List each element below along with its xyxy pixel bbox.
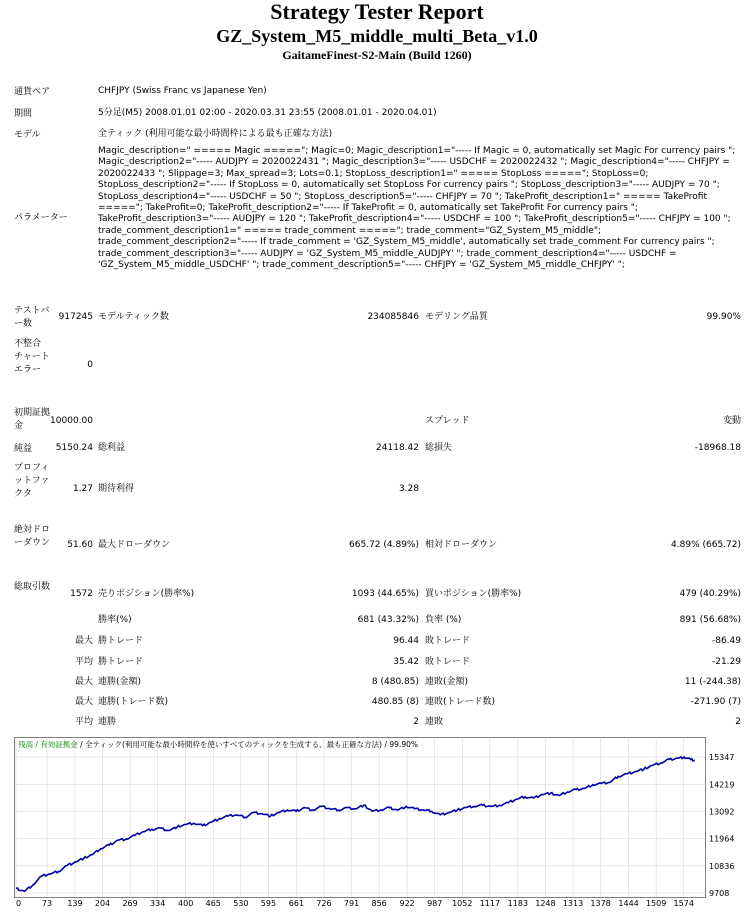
- y-tick-label: 11964: [709, 834, 735, 844]
- avg-win-value: 35.42: [393, 657, 419, 667]
- average-prefix: 平均: [74, 657, 93, 667]
- period-label: 期間: [14, 109, 33, 119]
- x-tick-label: 922: [399, 899, 415, 907]
- x-tick-label: 987: [427, 899, 443, 907]
- server-name: GaitameFinest-S2-Main (Build 1260): [282, 48, 472, 62]
- abs-dd-label: 絶対ドローダウン: [14, 525, 51, 548]
- pf-value: 1.27: [72, 484, 93, 494]
- symbol-label: 通貨ペア: [14, 87, 51, 97]
- y-tick-label: 14219: [709, 780, 735, 790]
- avg-loss-value: -21.29: [711, 657, 741, 667]
- gross-loss-label: 総損失: [425, 443, 453, 453]
- x-tick-label: 1444: [618, 899, 639, 907]
- rel-dd-label: 相対ドローダウン: [425, 540, 498, 550]
- chart-x-ticks: [16, 899, 694, 907]
- x-tick-label: 661: [288, 899, 305, 907]
- model-label: モデル: [14, 130, 41, 140]
- max-cons-losses-label: 連敗(金額): [425, 677, 469, 687]
- bars-label: テストバー数: [14, 306, 50, 329]
- x-tick-label: 791: [343, 899, 360, 907]
- win-label: 勝率(%): [98, 615, 132, 625]
- x-tick-label: 530: [233, 899, 249, 907]
- x-tick-label: 0: [16, 899, 22, 907]
- model-value: 全ティック (利用可能な最小時間枠による最も正確な方法): [98, 129, 333, 139]
- chart-plot-area: [15, 738, 706, 898]
- deposit-value: 10000.00: [50, 416, 93, 426]
- y-tick-label: 13092: [709, 807, 735, 817]
- long-value: 479 (40.29%): [679, 589, 741, 599]
- y-tick-label: 15347: [709, 753, 735, 763]
- period-value: 5分足(M5) 2008.01.01 02:00 - 2020.03.31 23:55 (2008.01.01 - 2020.04.01): [98, 108, 437, 118]
- gross-profit-label: 総利益: [98, 443, 126, 453]
- x-tick-label: 1248: [535, 899, 556, 907]
- x-tick-label: 856: [371, 899, 387, 907]
- short-label: 売りポジション(勝率%): [98, 589, 195, 599]
- mismatch-value: 0: [87, 360, 93, 370]
- symbol-value: CHFJPY (Swiss Franc vs Japanese Yen): [98, 86, 267, 96]
- avg-cons-losses-value: 2: [735, 717, 741, 727]
- x-tick-label: 334: [150, 899, 166, 907]
- x-tick-label: 73: [41, 899, 53, 907]
- report-title: Strategy Tester Report: [270, 0, 484, 24]
- max-cons-profit-label: 連勝(トレード数): [98, 697, 169, 707]
- bars-value: 917245: [58, 312, 93, 322]
- spread-label: スプレッド: [425, 416, 470, 426]
- net-value: 5150.24: [55, 443, 93, 453]
- balance-chart: [14, 737, 742, 907]
- max-cons-loss-label: 連敗(トレード数): [425, 697, 496, 707]
- x-tick-label: 1509: [645, 899, 667, 907]
- x-tick-label: 1378: [590, 899, 611, 907]
- x-tick-label: 726: [316, 899, 332, 907]
- largest-win-label: 勝トレード: [98, 636, 144, 646]
- max-cons-profit-value: 480.85 (8): [371, 697, 419, 707]
- gross-loss-value: -18968.18: [694, 443, 741, 453]
- y-tick-label: 9708: [709, 889, 730, 898]
- x-tick-label: 1183: [507, 899, 529, 907]
- max-cons-losses-value: 11 (-244.38): [684, 677, 741, 687]
- largest-prefix: 最大: [74, 636, 93, 646]
- pf-label: プロフィットファクタ: [14, 463, 50, 499]
- x-tick-label: 139: [67, 899, 83, 907]
- avg-cons-wins-value: 2: [413, 717, 419, 727]
- largest-win-value: 96.44: [393, 636, 419, 646]
- largest-loss-value: -86.49: [711, 636, 741, 646]
- max-cons-loss-value: -271.90 (7): [690, 697, 741, 707]
- y-tick-label: 10836: [709, 861, 735, 871]
- loss-label: 負率 (%): [425, 615, 462, 625]
- mismatch-label: 不整合チャートエラー: [14, 339, 50, 375]
- x-tick-label: 595: [260, 899, 277, 907]
- quality-label: モデリング品質: [425, 312, 488, 322]
- avg-cons-losses-label: 連敗: [425, 717, 444, 727]
- avg-prefix-2: 平均: [74, 717, 93, 727]
- trades-value: 1572: [70, 589, 93, 599]
- x-tick-label: 269: [122, 899, 138, 907]
- max-cons-wins-label: 連勝(金額): [98, 677, 142, 687]
- rel-dd-value: 4.89% (665.72): [671, 540, 741, 550]
- quality-value: 99.90%: [706, 312, 741, 322]
- chart-caption-balance: 残高 / 有効証拠金: [18, 740, 78, 749]
- x-tick-label: 1052: [452, 899, 473, 907]
- win-value: 681 (43.32%): [357, 615, 419, 625]
- params-label: パラメーター: [14, 213, 68, 223]
- avg-win-label: 勝トレード: [98, 657, 144, 667]
- spread-value: 変動: [722, 416, 741, 426]
- net-label: 純益: [14, 444, 33, 454]
- ticks-value: 234085846: [367, 312, 419, 322]
- max-dd-label: 最大ドローダウン: [98, 540, 171, 550]
- avg-loss-label: 敗トレード: [425, 657, 471, 667]
- abs-dd-value: 51.60: [67, 540, 93, 550]
- max-prefix-1: 最大: [74, 677, 93, 687]
- x-tick-label: 400: [178, 899, 194, 907]
- expected-label: 期待利得: [98, 484, 135, 494]
- x-tick-label: 1574: [673, 899, 694, 907]
- deposit-label: 初期証拠金: [14, 408, 51, 431]
- largest-loss-label: 敗トレード: [425, 636, 471, 646]
- expected-value: 3.28: [398, 484, 419, 494]
- short-value: 1093 (44.65%): [351, 589, 419, 599]
- svg-text:残高 / 有効証拠金 / 全ティック(利用可能な最小時間枠を: [18, 739, 418, 749]
- ea-name: GZ_System_M5_middle_multi_Beta_v1.0: [216, 26, 538, 46]
- ticks-label: モデルティック数: [98, 312, 169, 322]
- long-label: 買いポジション(勝率%): [425, 589, 522, 599]
- max-cons-wins-value: 8 (480.85): [371, 677, 419, 687]
- params-value: Magic_description=" ===== Magic ====="; Magic=0; Magic_description1="----- If Magic = 0, automatically set Magic For currency pairs "; Magic_description2="----- AUDJPY = 2020022431 "; Magic_description3="----- USDCHF = 2020022432 "; Magic_description4="----- CHFJPY = 2020022433 "; Slippage=3; Max_spread=3; Lots=0.1; StopLoss_description1=" ===== StopLoss ====="; StopLoss=0; StopLoss_description2="----- If StopLoss = 0, automatically set StopLoss For currency pairs "; StopLoss_description3="----- AUDJPY = 70 "; StopLoss_description4="----- USDCHF = 50 "; StopLoss_description5="----- CHFJPY = 70 "; TakeProfit_description1=" ===== TakeProfit ====="; TakeProfit=0; TakeProfit_description2="----- If TakeProfit = 0, automatically set TakeProfit For currency pairs "; TakeProfit_description3="----- AUDJPY = 120 "; TakeProfit_description4="----- USDCHF = 100 "; TakeProfit_description5="----- CHFJPY = 100 "; trade_comment_description1=" ===== trade_comment ====="; trade_comment="GZ_System_M5_middle"; trade_comment_description2="----- If trade_comment = 'GZ_System_M5_middle', automatically set trade_comment For currency pairs "; trade_comment_description3="----- AUDJPY = 'GZ_System_M5_middle_AUDJPY' "; trade_comment_description4="----- USDCHF = 'GZ_System_M5_middle_USDCHF' "; trade_comment_description5="----- CHFJPY = 'GZ_System_M5_middle_CHFJPY' ";: [98, 146, 736, 271]
- avg-cons-wins-label: 連勝: [98, 717, 117, 727]
- x-tick-label: 204: [94, 899, 111, 907]
- trades-label: 総取引数: [14, 582, 51, 592]
- gross-profit-value: 24118.42: [376, 443, 419, 453]
- chart-y-ticks: [709, 753, 734, 898]
- max-prefix-2: 最大: [74, 697, 93, 707]
- x-tick-label: 1117: [479, 899, 501, 907]
- x-tick-label: 1313: [562, 899, 584, 907]
- loss-value: 891 (56.68%): [679, 615, 741, 625]
- chart-caption-model: / 全ティック(利用可能な最小時間枠を使いすべてのティックを生成する、最も正確な方法) / 99.90%: [77, 740, 418, 749]
- x-tick-label: 465: [205, 899, 221, 907]
- max-dd-value: 665.72 (4.89%): [349, 540, 419, 550]
